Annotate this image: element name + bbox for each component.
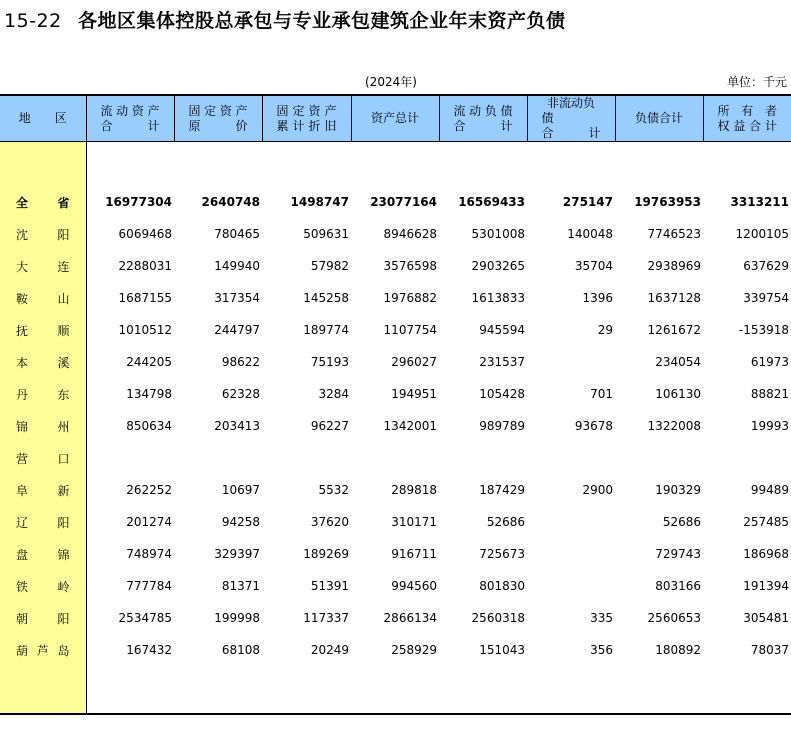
- table-body: [0, 142, 791, 715]
- value-cell-owners-equity: 88821: [750, 387, 789, 401]
- value-cell-current-liabilities: 2560318: [471, 611, 525, 625]
- value-cell-fixed-assets-original: 317354: [214, 291, 260, 305]
- value-cell-noncurrent-liabilities: [527, 506, 615, 538]
- table-number: 15-22: [4, 10, 62, 32]
- column-header-line1: 固定资产: [276, 103, 337, 118]
- value-cell-total-assets: 310171: [391, 515, 437, 529]
- value-cell-total-liabilities: 234054: [655, 355, 701, 369]
- value-cell-accumulated-depreciation: 51391: [310, 579, 349, 593]
- column-header-accumulated-depreciation: [262, 95, 351, 142]
- value-cell-noncurrent-liabilities: 140048: [567, 227, 613, 241]
- column-header-line1: 负债合计: [634, 111, 683, 125]
- value-cell-noncurrent-liabilities: [527, 442, 615, 474]
- region-cell: [0, 602, 86, 634]
- value-cell-total-assets: 194951: [391, 387, 437, 401]
- region-cell: [0, 506, 86, 538]
- region-name: 葫芦岛: [16, 643, 70, 658]
- value-cell-total-assets: 1342001: [383, 419, 437, 433]
- value-cell-noncurrent-liabilities: 356: [590, 643, 613, 657]
- value-cell-noncurrent-liabilities: 335: [590, 611, 613, 625]
- table-title: 各地区集体控股总承包与专业承包建筑企业年末资产负债: [78, 10, 566, 32]
- page-title: [4, 6, 566, 33]
- column-header-line2: 权益合计: [717, 118, 777, 133]
- value-cell-accumulated-depreciation: 509631: [303, 227, 349, 241]
- value-cell-current-assets: 201274: [126, 515, 172, 529]
- column-header-line2: 合 计: [541, 126, 601, 140]
- value-cell-accumulated-depreciation: 145258: [303, 291, 349, 305]
- value-cell-noncurrent-liabilities: [527, 538, 615, 570]
- value-cell-owners-equity: 1200105: [735, 227, 789, 241]
- region-name: 辽阳: [16, 515, 70, 530]
- region-cell: [0, 218, 86, 250]
- value-cell-total-liabilities: 180892: [655, 643, 701, 657]
- spacer-cell: [86, 666, 174, 714]
- value-cell-current-liabilities: 2903265: [471, 259, 525, 273]
- value-cell-noncurrent-liabilities: 93678: [574, 419, 613, 433]
- value-cell-noncurrent-liabilities: 35704: [574, 259, 613, 273]
- spacer-cell: [262, 142, 351, 187]
- column-header-line1: 所 有 者: [717, 103, 777, 118]
- column-header-line2: 累计折旧: [276, 118, 337, 133]
- value-cell-owners-equity: 3313211: [730, 195, 789, 209]
- value-cell-current-assets: [86, 442, 174, 474]
- value-cell-fixed-assets-original: 62328: [221, 387, 260, 401]
- column-header-line1: 固定资产: [188, 103, 248, 118]
- region-name: 大连: [16, 259, 70, 274]
- value-cell-noncurrent-liabilities: [527, 346, 615, 378]
- table-row: [0, 634, 791, 666]
- value-cell-owners-equity: [703, 442, 791, 474]
- region-cell: [0, 378, 86, 410]
- value-cell-total-liabilities: 729743: [655, 547, 701, 561]
- value-cell-current-assets: 167432: [126, 643, 172, 657]
- value-cell-fixed-assets-original: 203413: [214, 419, 260, 433]
- spacer-cell: [0, 142, 86, 187]
- value-cell-current-liabilities: 105428: [479, 387, 525, 401]
- value-cell-noncurrent-liabilities: 1396: [582, 291, 613, 305]
- column-header-region: [0, 95, 86, 142]
- value-cell-fixed-assets-original: 81371: [221, 579, 260, 593]
- spacer-cell: [0, 666, 86, 714]
- value-cell-fixed-assets-original: 244797: [214, 323, 260, 337]
- table-row: [0, 346, 791, 378]
- value-cell-fixed-assets-original: [174, 442, 262, 474]
- value-cell-current-liabilities: 945594: [479, 323, 525, 337]
- value-cell-noncurrent-liabilities: 701: [590, 387, 613, 401]
- value-cell-total-liabilities: 1261672: [647, 323, 701, 337]
- value-cell-owners-equity: 191394: [743, 579, 789, 593]
- data-table: [0, 94, 791, 715]
- value-cell-current-assets: 850634: [126, 419, 172, 433]
- value-cell-current-assets: 6069468: [118, 227, 172, 241]
- value-cell-noncurrent-liabilities: 275147: [562, 195, 613, 209]
- spacer-cell: [615, 142, 703, 187]
- region-cell: [0, 314, 86, 346]
- table-row: [0, 282, 791, 314]
- value-cell-current-liabilities: 16569433: [458, 195, 525, 209]
- spacer-cell: [174, 142, 262, 187]
- table-row: [0, 602, 791, 634]
- value-cell-total-assets: 23077164: [370, 195, 437, 209]
- value-cell-current-liabilities: [439, 442, 527, 474]
- column-header-line2: 合 计: [100, 118, 160, 133]
- value-cell-owners-equity: 305481: [743, 611, 789, 625]
- region-name: 本溪: [16, 355, 70, 370]
- value-cell-total-assets: 296027: [391, 355, 437, 369]
- spacer-cell: [439, 142, 527, 187]
- value-cell-owners-equity: 78037: [750, 643, 789, 657]
- value-cell-fixed-assets-original: 2640748: [201, 195, 260, 209]
- value-cell-total-assets: 258929: [391, 643, 437, 657]
- value-cell-current-assets: 244205: [126, 355, 172, 369]
- value-cell-accumulated-depreciation: 189269: [303, 547, 349, 561]
- value-cell-current-assets: 777784: [126, 579, 172, 593]
- value-cell-owners-equity: 637629: [743, 259, 789, 273]
- spacer-cell: [527, 666, 615, 714]
- value-cell-owners-equity: -153918: [738, 323, 789, 337]
- spacer-cell: [174, 666, 262, 714]
- region-name: 锦州: [16, 419, 70, 434]
- region-name: 鞍山: [16, 291, 70, 306]
- region-cell: [0, 250, 86, 282]
- value-cell-accumulated-depreciation: 3284: [318, 387, 349, 401]
- value-cell-total-liabilities: 2938969: [647, 259, 701, 273]
- value-cell-fixed-assets-original: 780465: [214, 227, 260, 241]
- value-cell-total-assets: 3576598: [383, 259, 437, 273]
- column-header-owners-equity: [703, 95, 791, 142]
- value-cell-accumulated-depreciation: 189774: [303, 323, 349, 337]
- spacer-cell: [262, 666, 351, 714]
- region-cell: [0, 346, 86, 378]
- column-header-line1: 资产总计: [370, 111, 419, 125]
- value-cell-accumulated-depreciation: 117337: [303, 611, 349, 625]
- table-row: [0, 538, 791, 570]
- spacer-cell: [351, 666, 439, 714]
- region-name: 抚顺: [16, 323, 70, 338]
- value-cell-accumulated-depreciation: 57982: [310, 259, 349, 273]
- table-row: [0, 442, 791, 474]
- value-cell-current-assets: 2288031: [118, 259, 172, 273]
- region-cell: [0, 570, 86, 602]
- value-cell-total-liabilities: 19763953: [634, 195, 701, 209]
- column-header-total-assets: [351, 95, 439, 142]
- value-cell-owners-equity: 339754: [743, 291, 789, 305]
- value-cell-accumulated-depreciation: 37620: [310, 515, 349, 529]
- value-cell-total-assets: 1107754: [383, 323, 437, 337]
- total-row: [0, 186, 791, 218]
- value-cell-total-assets: [351, 442, 439, 474]
- value-cell-owners-equity: 19993: [750, 419, 789, 433]
- value-cell-owners-equity: 186968: [743, 547, 789, 561]
- value-cell-total-assets: 2866134: [383, 611, 437, 625]
- value-cell-accumulated-depreciation: 96227: [310, 419, 349, 433]
- value-cell-accumulated-depreciation: [262, 442, 351, 474]
- spacer-row: [0, 142, 791, 187]
- value-cell-current-assets: 2534785: [118, 611, 172, 625]
- value-cell-total-liabilities: 190329: [655, 483, 701, 497]
- value-cell-current-liabilities: 151043: [479, 643, 525, 657]
- value-cell-current-assets: 16977304: [105, 195, 172, 209]
- value-cell-total-liabilities: 106130: [655, 387, 701, 401]
- region-cell: [0, 282, 86, 314]
- table-row: [0, 378, 791, 410]
- region-cell: [0, 186, 86, 218]
- value-cell-owners-equity: 257485: [743, 515, 789, 529]
- value-cell-total-liabilities: [615, 442, 703, 474]
- value-cell-total-assets: 994560: [391, 579, 437, 593]
- table-row: [0, 218, 791, 250]
- spacer-cell: [703, 142, 791, 187]
- spacer-cell: [439, 666, 527, 714]
- table-row: [0, 506, 791, 538]
- value-cell-current-liabilities: 1613833: [471, 291, 525, 305]
- spacer-cell: [615, 666, 703, 714]
- value-cell-total-liabilities: 2560653: [647, 611, 701, 625]
- column-header-line2: 原 价: [188, 118, 248, 133]
- value-cell-owners-equity: 61973: [750, 355, 789, 369]
- table-row: [0, 570, 791, 602]
- column-header-fixed-assets-original: [174, 95, 262, 142]
- region-cell: [0, 442, 86, 474]
- table-row: [0, 314, 791, 346]
- value-cell-current-liabilities: 989789: [479, 419, 525, 433]
- spacer-cell: [351, 142, 439, 187]
- value-cell-current-assets: 1687155: [118, 291, 172, 305]
- column-header-line2: 合 计: [453, 118, 513, 133]
- spacer-row: [0, 666, 791, 714]
- value-cell-fixed-assets-original: 98622: [221, 355, 260, 369]
- value-cell-noncurrent-liabilities: [527, 570, 615, 602]
- column-header-noncurrent-liabilities: [527, 95, 615, 142]
- table-row: [0, 250, 791, 282]
- value-cell-current-assets: 134798: [126, 387, 172, 401]
- column-header-line1: 非流动负债: [541, 96, 595, 125]
- year-label: (2024年): [365, 75, 417, 89]
- region-cell: [0, 634, 86, 666]
- value-cell-accumulated-depreciation: 20249: [310, 643, 349, 657]
- value-cell-current-liabilities: 187429: [479, 483, 525, 497]
- value-cell-current-liabilities: 231537: [479, 355, 525, 369]
- value-cell-current-assets: 262252: [126, 483, 172, 497]
- value-cell-total-assets: 289818: [391, 483, 437, 497]
- column-header-current-assets: [86, 95, 174, 142]
- spacer-cell: [527, 142, 615, 187]
- value-cell-total-assets: 8946628: [383, 227, 437, 241]
- value-cell-owners-equity: 99489: [750, 483, 789, 497]
- value-cell-total-liabilities: 1637128: [647, 291, 701, 305]
- value-cell-fixed-assets-original: 10697: [221, 483, 260, 497]
- region-name: 营口: [16, 451, 70, 466]
- value-cell-current-liabilities: 52686: [486, 515, 525, 529]
- value-cell-total-liabilities: 1322008: [647, 419, 701, 433]
- column-header-current-liabilities: [439, 95, 527, 142]
- value-cell-noncurrent-liabilities: 29: [597, 323, 613, 337]
- region-name: 全省: [16, 195, 70, 210]
- unit-label: 单位：千元: [726, 75, 787, 89]
- value-cell-current-liabilities: 801830: [479, 579, 525, 593]
- value-cell-total-liabilities: 803166: [655, 579, 701, 593]
- value-cell-current-liabilities: 725673: [479, 547, 525, 561]
- region-name: 阜新: [16, 483, 70, 498]
- value-cell-total-assets: 1976882: [383, 291, 437, 305]
- value-cell-fixed-assets-original: 149940: [214, 259, 260, 273]
- region-cell: [0, 538, 86, 570]
- column-header-line1: 流动负债: [453, 103, 513, 118]
- region-cell: [0, 474, 86, 506]
- value-cell-fixed-assets-original: 199998: [214, 611, 260, 625]
- region-name: 朝阳: [16, 611, 70, 626]
- header-row: [0, 95, 791, 142]
- region-name: 铁岭: [16, 579, 70, 594]
- value-cell-fixed-assets-original: 94258: [221, 515, 260, 529]
- value-cell-accumulated-depreciation: 1498747: [290, 195, 349, 209]
- region-name: 盘锦: [16, 547, 70, 562]
- table-row: [0, 474, 791, 506]
- value-cell-fixed-assets-original: 68108: [221, 643, 260, 657]
- spacer-cell: [86, 142, 174, 187]
- region-name: 沈阳: [16, 227, 70, 242]
- table-row: [0, 410, 791, 442]
- value-cell-total-liabilities: 52686: [662, 515, 701, 529]
- value-cell-fixed-assets-original: 329397: [214, 547, 260, 561]
- spacer-cell: [703, 666, 791, 714]
- value-cell-current-liabilities: 5301008: [471, 227, 525, 241]
- value-cell-current-assets: 1010512: [118, 323, 172, 337]
- column-header-line1: 流动资产: [100, 103, 160, 118]
- value-cell-total-liabilities: 7746523: [647, 227, 701, 241]
- column-header-total-liabilities: [615, 95, 703, 142]
- region-cell: [0, 410, 86, 442]
- region-name: 丹东: [16, 387, 70, 402]
- value-cell-accumulated-depreciation: 75193: [310, 355, 349, 369]
- column-header-line1: 地 区: [18, 111, 67, 125]
- value-cell-current-assets: 748974: [126, 547, 172, 561]
- value-cell-noncurrent-liabilities: 2900: [582, 483, 613, 497]
- value-cell-total-assets: 916711: [391, 547, 437, 561]
- value-cell-accumulated-depreciation: 5532: [318, 483, 349, 497]
